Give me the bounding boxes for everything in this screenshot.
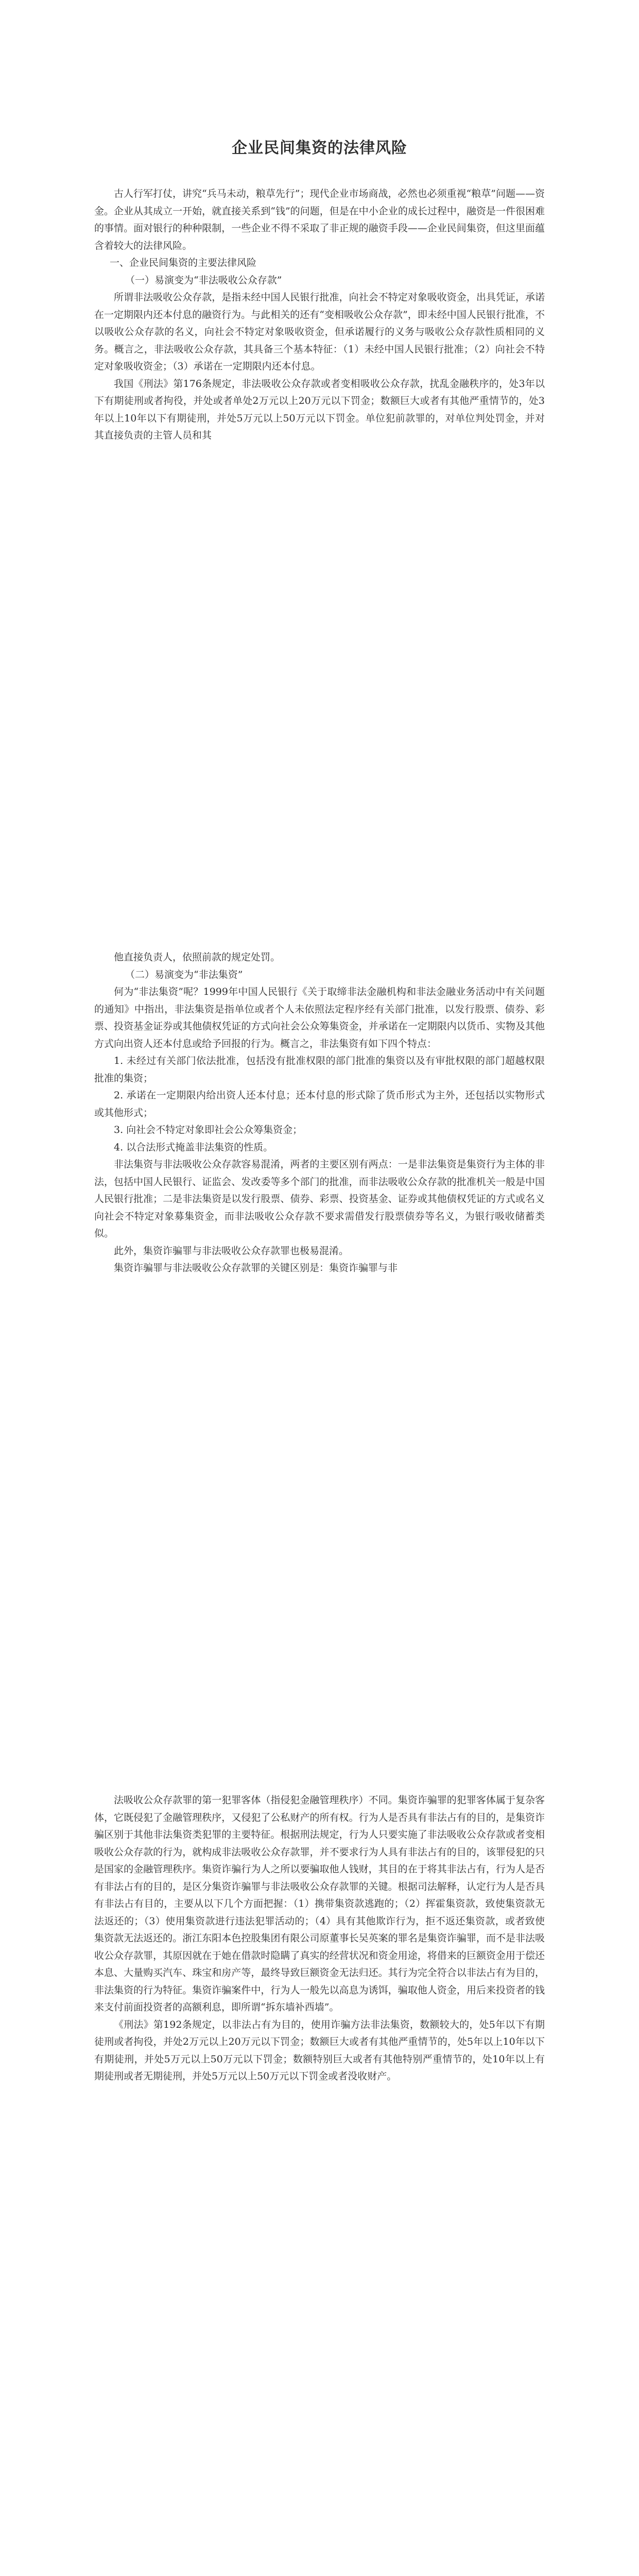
paragraph: 他直接负责人，依照前款的规定处罚。	[114, 952, 281, 963]
paragraph: 法吸收公众存款罪的第一犯罪客体（指侵犯金融管理秩序）不同。集资诈骗罪的犯罪客体属于复杂客体，它既侵犯了金融管理秩序，又侵犯了公私财产的所有权。行为人是否具有非法占有的目的，是集资诈骗区别于其他非法集资类犯罪的主要特征。根据刑法规定，行为人只要实施了非法吸收公众存款或者变相吸收公众存款的行为，就构成非法吸收公众存款罪，并不要求行为人具有非法占有的目的，该罪侵犯的只是国家的金融管理秩序。集资诈骗行为人之所以要骗取他人钱财，其目的在于将其非法占有，行为人是否有非法占有的目的，是区分集资诈骗罪与非法吸收公众存款罪的关键。根据司法解释，认定行为人是否具有非法占有目的，主要从以下几个方面把握：（1）携带集资款逃跑的；（2）挥霍集资款，致使集资款无法返还的；（3）使用集资款进行违法犯罪活动的；（4）具有其他欺诈行为，拒不返还集资款，或者致使集资款无法返还的。浙江东阳本色控股集团有限公司原董事长吴英案的罪名是集资诈骗罪，而不是非法吸收公众存款罪，其原因就在于她在借款时隐瞒了真实的经营状况和资金用途，将借来的巨额资金用于偿还本息、大量购买汽车、珠宝和房产等，最终导致巨额资金无法归还。其行为完全符合以非法占有为目的，非法集资的行为特征。集资诈骗案件中，行为人一般先以高息为诱饵，骗取他人资金，用后来投资者的钱来支付前面投资者的高额利息，即所谓“拆东墙补西墙”。	[94, 1794, 545, 2013]
paragraph: 此外，集资诈骗罪与非法吸收公众存款罪也极易混淆。	[114, 1245, 349, 1257]
paragraph: 1. 未经过有关部门依法批准，包括没有批准权限的部门批准的集资以及有审批权限的部门超越权限批准的集资；	[94, 1055, 545, 1084]
section-fraud-distinction	[94, 1792, 545, 2086]
paragraph: 古人行军打仗，讲究“兵马未动，粮草先行”；现代企业市场商战，必然也必须重视“粮草”问题——资金。企业从其成立一开始，就直接关系到“钱”的问题，但是在中小企业的成长过程中，融资是一件很困难的事情。面对银行的种种限制，一些企业不得不采取了非正规的融资手段——企业民间集资，但这里面蕴含着较大的法律风险。	[94, 188, 545, 251]
section-intro-and-risks	[94, 185, 545, 445]
document-title: 企业民间集资的法律风险	[232, 139, 407, 157]
paragraph: 所谓非法吸收公众存款，是指未经中国人民银行批准，向社会不特定对象吸收资金，出具凭证，承诺在一定期限内还本付息的融资行为。与此相关的还有“变相吸收公众存款”，即未经中国人民银行批准，不以吸收公众存款的名义，向社会不特定对象吸收资金，但承诺履行的义务与吸收公众存款性质相同的义务。概言之，非法吸收公众存款，其具备三个基本特征：（1）未经中国人民银行批准；（2）向社会不特定对象吸收资金；（3）承诺在一定期限内还本付息。	[94, 292, 545, 372]
paragraph: 何为“非法集资”呢？1999年中国人民银行《关于取缔非法金融机构和非法金融业务活动中有关问题的通知》中指出，非法集资是指单位或者个人未依照法定程序经有关部门批准，以发行股票、债券、彩票、投资基金证券或其他债权凭证的方式向社会公众筹集资金，并承诺在一定期限内以货币、实物及其他方式向出资人还本付息或给予回报的行为。概言之，非法集资有如下四个特点：	[94, 986, 545, 1049]
section-illegal-fundraising	[94, 949, 545, 1277]
paragraph: 非法集资与非法吸收公众存款容易混淆，两者的主要区别有两点：一是非法集资是集资行为主体的非法，包括中国人民银行、证监会、发改委等多个部门的批准，而非法吸收公众存款的批准机关一般是中国人民银行批准；二是非法集资是以发行股票、债券、彩票、投资基金、证券或其他债权凭证的方式或名义向社会不特定对象募集资金，而非法吸收公众存款不要求需借发行股票债券等名义，为银行吸收储蓄类似。	[94, 1159, 545, 1239]
section-heading: 一、企业民间集资的主要法律风险	[110, 257, 257, 268]
subsection-heading: （一）易演变为“非法吸收公众存款”	[125, 274, 282, 286]
paragraph: 3. 向社会不特定对象即社会公众筹集资金；	[114, 1124, 303, 1136]
paragraph: 2. 承诺在一定期限内给出资人还本付息；还本付息的形式除了货币形式为主外，还包括以实物形式或其他形式；	[94, 1090, 545, 1118]
paragraph: 集资诈骗罪与非法吸收公众存款罪的关键区别是：集资诈骗罪与非	[114, 1262, 398, 1274]
paragraph: 4. 以合法形式掩盖非法集资的性质。	[114, 1141, 273, 1153]
subsection-heading: （二）易演变为“非法集资”	[125, 969, 243, 980]
paragraph: 《刑法》第192条规定，以非法占有为目的，使用诈骗方法非法集资，数额较大的，处5年以下有期徒刑或者拘役，并处2万元以上20万元以下罚金；数额巨大或者有其他严重情节的，处5年以上10年以下有期徒刑，并处5万元以上50万元以下罚金；数额特别巨大或者有其他特别严重情节的，处10年以上有期徒刑或者无期徒刑，并处5万元以上50万元以下罚金或者没收财产。	[94, 2019, 545, 2082]
paragraph: 我国《刑法》第176条规定，非法吸收公众存款或者变相吸收公众存款，扰乱金融秩序的，处3年以下有期徒刑或者拘役，并处或者单处2万元以上20万元以下罚金；数额巨大或者有其他严重情节的，处3年以上10年以下有期徒刑，并处5万元以上50万元以下罚金。单位犯前款罪的，对单位判处罚金，并对其直接负责的主管人员和其	[94, 378, 545, 441]
